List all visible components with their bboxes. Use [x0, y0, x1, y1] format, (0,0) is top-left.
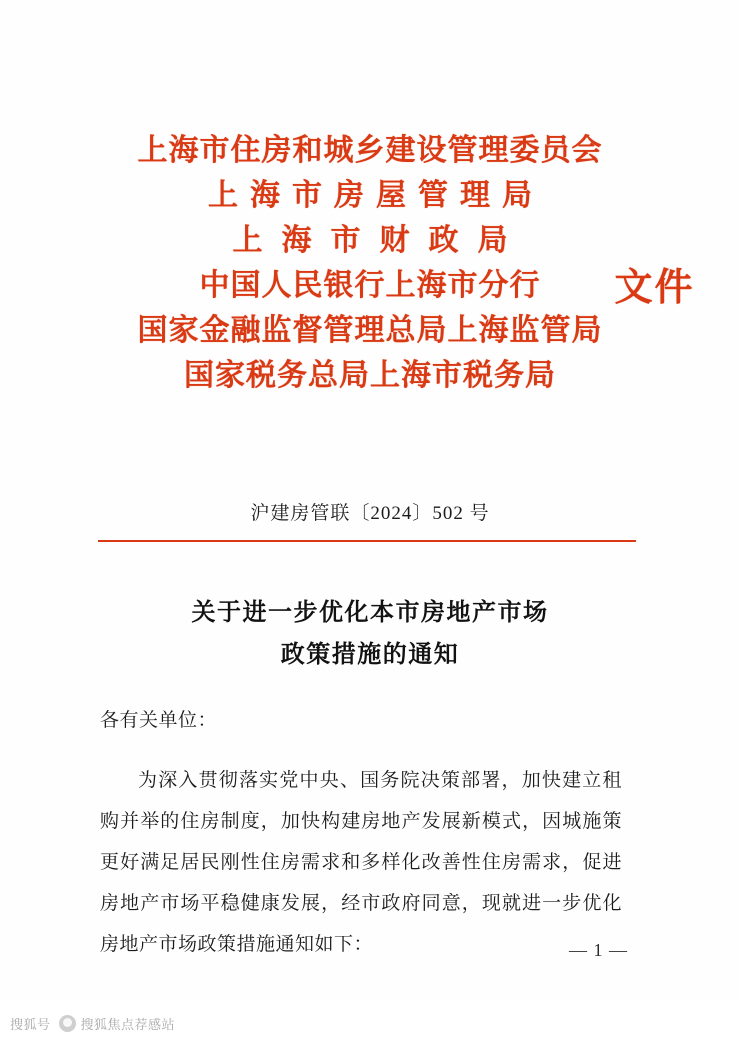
masthead-agency-block — [137, 128, 695, 398]
agency-line-3: 上海市财政局 — [232, 224, 527, 257]
document-masthead — [0, 128, 740, 398]
agency-line-6: 国家税务总局上海市税务局 — [184, 359, 556, 392]
watermark-platform-label: 搜狐号 — [10, 1016, 51, 1032]
red-divider-rule — [98, 540, 636, 542]
agency-line-2: 上海市房屋管理局 — [208, 179, 544, 212]
agency-line-1: 上海市住房和城乡建设管理委员会 — [137, 134, 603, 167]
document-kind-label: 文件 — [614, 267, 695, 309]
avatar-icon — [59, 1015, 76, 1032]
watermark-account-name: 搜狐焦点荐感站 — [80, 1016, 176, 1032]
agency-line-5: 国家金融监督管理总局上海监管局 — [137, 314, 603, 347]
document-title-line-1: 关于进一步优化本市房地产市场 — [191, 600, 549, 626]
watermark-bar — [0, 1000, 740, 1046]
document-salutation: 各有关单位： — [100, 710, 218, 731]
document-number: 沪建房管联〔2024〕502 号 — [250, 503, 490, 524]
page-number: — 1 — — [569, 940, 628, 960]
document-title-line-2: 政策措施的通知 — [280, 642, 460, 668]
document-title — [0, 592, 740, 676]
agency-line-4: 中国人民银行上海市分行 — [199, 269, 541, 302]
document-paragraph: 为深入贯彻落实党中央、国务院决策部署，加快建立租购并举的住房制度，加快构建房地产发展新模式，因城施策更好满足居民刚性住房需求和多样化改善性住房需求，促进房地产市场平稳健康发展，经市政府同意，现就进一步优化房地产市场政策措施通知如下： — [100, 770, 622, 955]
